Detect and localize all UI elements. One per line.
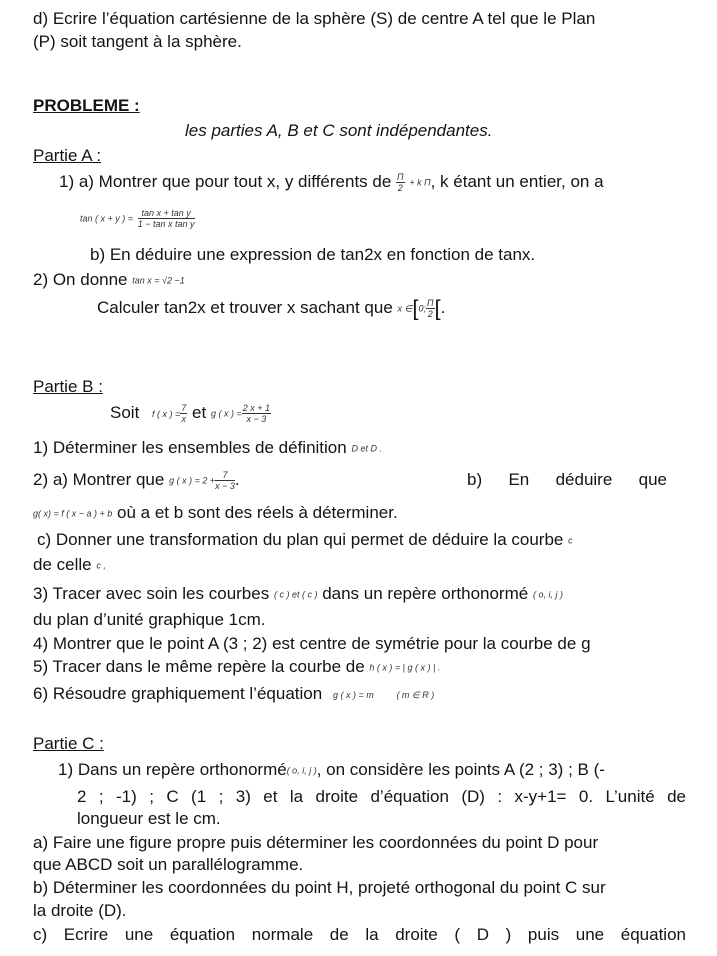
formula-numerator: tan x + tan y bbox=[138, 208, 195, 219]
partie-c-q1 bbox=[58, 760, 605, 781]
b-q3-mid: dans un repère orthonormé bbox=[322, 584, 529, 603]
b-q2a-text: 2) a) Montrer que bbox=[33, 470, 165, 489]
partie-b-q2c-line2 bbox=[33, 555, 106, 576]
partie-c-qa-line1: a) Faire une figure propre puis déterminer les coordonnées du point D pour bbox=[33, 833, 599, 852]
g-denominator: x − 3 bbox=[246, 414, 267, 425]
b-q3-text: 3) Tracer avec soin les courbes bbox=[33, 584, 270, 603]
b-q2c-math2: c , bbox=[96, 560, 106, 571]
fraction-denominator: 2 bbox=[397, 183, 403, 194]
q2-text-pre: 2) On donne bbox=[33, 270, 128, 289]
b-q2b-word-2: En bbox=[508, 470, 530, 489]
q1a-text-pre: 1) a) Montrer que pour tout x, y différents de bbox=[59, 172, 392, 191]
partie-b-q5 bbox=[33, 657, 440, 678]
f-denominator: x bbox=[181, 414, 187, 425]
partie-b-definitions bbox=[110, 403, 271, 433]
partie-b-q1 bbox=[33, 438, 382, 459]
partie-a-title: Partie A : bbox=[33, 146, 102, 165]
b-q2b-math: g( x) = f ( x − a ) + b bbox=[33, 508, 113, 519]
b-q2b-words bbox=[467, 470, 667, 490]
partie-c-qc-line1: c) Ecrire une équation normale de la droite ( D ) puis une équation bbox=[33, 925, 686, 944]
partie-b-q2c-line1 bbox=[37, 530, 573, 551]
fraction-numerator: Π bbox=[397, 172, 404, 183]
b-q1-domains: D et D . bbox=[351, 443, 382, 454]
partie-a-q1a bbox=[59, 172, 604, 193]
q1a-text-post: , k étant un entier, on a bbox=[430, 172, 604, 191]
formula-fraction bbox=[138, 208, 195, 229]
c-q1-text: 1) Dans un repère orthonormé bbox=[58, 760, 287, 779]
b-q2a-end: . bbox=[234, 470, 240, 489]
soit-word: Soit bbox=[110, 403, 140, 422]
b-q2b-post: où a et b sont des réels à déterminer. bbox=[117, 503, 398, 522]
interval-denominator: 2 bbox=[427, 309, 433, 320]
b-q2c-text2: de celle bbox=[33, 555, 92, 574]
q1a-plus-kpi: + k Π bbox=[409, 177, 431, 188]
interval-x-in: x ∈ bbox=[397, 303, 413, 314]
interval-zero: 0; bbox=[418, 303, 426, 314]
f-numerator: 7 bbox=[181, 403, 187, 414]
b-q6-text: 6) Résoudre graphiquement l’équation bbox=[33, 684, 323, 703]
b-q2a-lhs: g ( x ) = 2 + bbox=[169, 475, 216, 486]
b-q2c-text: c) Donner une transformation du plan qui permet de déduire la courbe bbox=[37, 530, 564, 549]
partie-b-q3-line2: du plan d’unité graphique 1cm. bbox=[33, 610, 266, 629]
partie-b-q2b-line bbox=[33, 503, 398, 524]
partie-c-qb-line1: b) Déterminer les coordonnées du point H, projeté orthogonal du point C sur bbox=[33, 878, 606, 897]
interval-open-bracket: [ bbox=[412, 295, 419, 321]
b-q6-equation: g ( x ) = m bbox=[332, 689, 374, 700]
b-q2c-math1: c bbox=[568, 535, 573, 546]
partie-b-q4: 4) Montrer que le point A (3 ; 2) est centre de symétrie pour la courbe de g bbox=[33, 634, 591, 653]
b-q2a-denominator: x − 3 bbox=[215, 481, 235, 492]
probleme-title: PROBLEME : bbox=[33, 96, 140, 115]
formula-denominator: 1 − tan x tan y bbox=[137, 219, 195, 230]
partie-c-q1-line2: 2 ; -1) ; C (1 ; 3) et la droite d’équation (D) : x-y+1= 0. L’unité de bbox=[77, 787, 686, 806]
formula-lhs: tan ( x + y ) = bbox=[80, 213, 134, 224]
partie-a-q2 bbox=[33, 270, 185, 291]
interval-fraction bbox=[426, 298, 435, 319]
partie-c-title: Partie C : bbox=[33, 734, 104, 753]
et-word: et bbox=[192, 403, 207, 422]
partie-c-q1-line3: longueur est le cm. bbox=[77, 809, 221, 828]
tan-sum-formula bbox=[80, 208, 195, 238]
b-q1-text: 1) Déterminer les ensembles de définition bbox=[33, 438, 347, 457]
interval-close-bracket: [ bbox=[434, 295, 441, 321]
top-line-1: d) Ecrire l’équation cartésienne de la sphère (S) de centre A tel que le Plan bbox=[33, 9, 596, 28]
g-fraction bbox=[242, 403, 271, 424]
partie-c-qa-line2: que ABCD soit un parallélogramme. bbox=[33, 855, 304, 874]
partie-b-title: Partie B : bbox=[33, 377, 103, 396]
b-q2a-fraction bbox=[215, 470, 235, 491]
partie-c-qb-line2: la droite (D). bbox=[33, 901, 127, 920]
interval-numerator: Π bbox=[427, 298, 434, 309]
pi-over-two-fraction bbox=[396, 172, 405, 193]
probleme-subtitle: les parties A, B et C sont indépendantes. bbox=[185, 121, 493, 140]
q2-tan-formula: tan x = √2 −1 bbox=[132, 275, 185, 286]
partie-a-q1b: b) En déduire une expression de tan2x en fonction de tanx. bbox=[90, 245, 536, 264]
b-q2b-word-1: b) bbox=[467, 470, 483, 489]
partie-a-q2-calc bbox=[97, 295, 446, 321]
b-q5-text: 5) Tracer dans le même repère la courbe de bbox=[33, 657, 365, 676]
c-q1-post: , on considère les points A (2 ; 3) ; B (- bbox=[316, 760, 605, 779]
b-q5-math: h ( x ) = | g ( x ) | . bbox=[369, 662, 441, 673]
c-q1-frame: ( o, i, j ) bbox=[286, 765, 317, 776]
top-line-2: (P) soit tangent à la sphère. bbox=[33, 32, 242, 51]
b-q2b-word-4: que bbox=[638, 470, 667, 489]
b-q3-curves: ( c ) et ( c ) bbox=[273, 589, 318, 600]
g-lhs: g ( x ) = bbox=[210, 408, 242, 419]
partie-b-q3 bbox=[33, 584, 563, 605]
b-q2b-word-3: déduire bbox=[555, 470, 613, 489]
b-q6-condition: ( m ∈ R ) bbox=[396, 689, 435, 700]
g-numerator: 2 x + 1 bbox=[242, 403, 271, 414]
partie-b-q2a-row bbox=[33, 470, 669, 500]
interval-end: . bbox=[440, 298, 446, 317]
f-fraction bbox=[180, 403, 187, 424]
f-lhs: f ( x ) = bbox=[152, 408, 181, 419]
q2-calc-text: Calculer tan2x et trouver x sachant que bbox=[97, 298, 393, 317]
b-q2a-numerator: 7 bbox=[215, 470, 235, 481]
b-q3-frame: ( o, i, j ) bbox=[532, 589, 563, 600]
partie-b-q6 bbox=[33, 684, 434, 705]
